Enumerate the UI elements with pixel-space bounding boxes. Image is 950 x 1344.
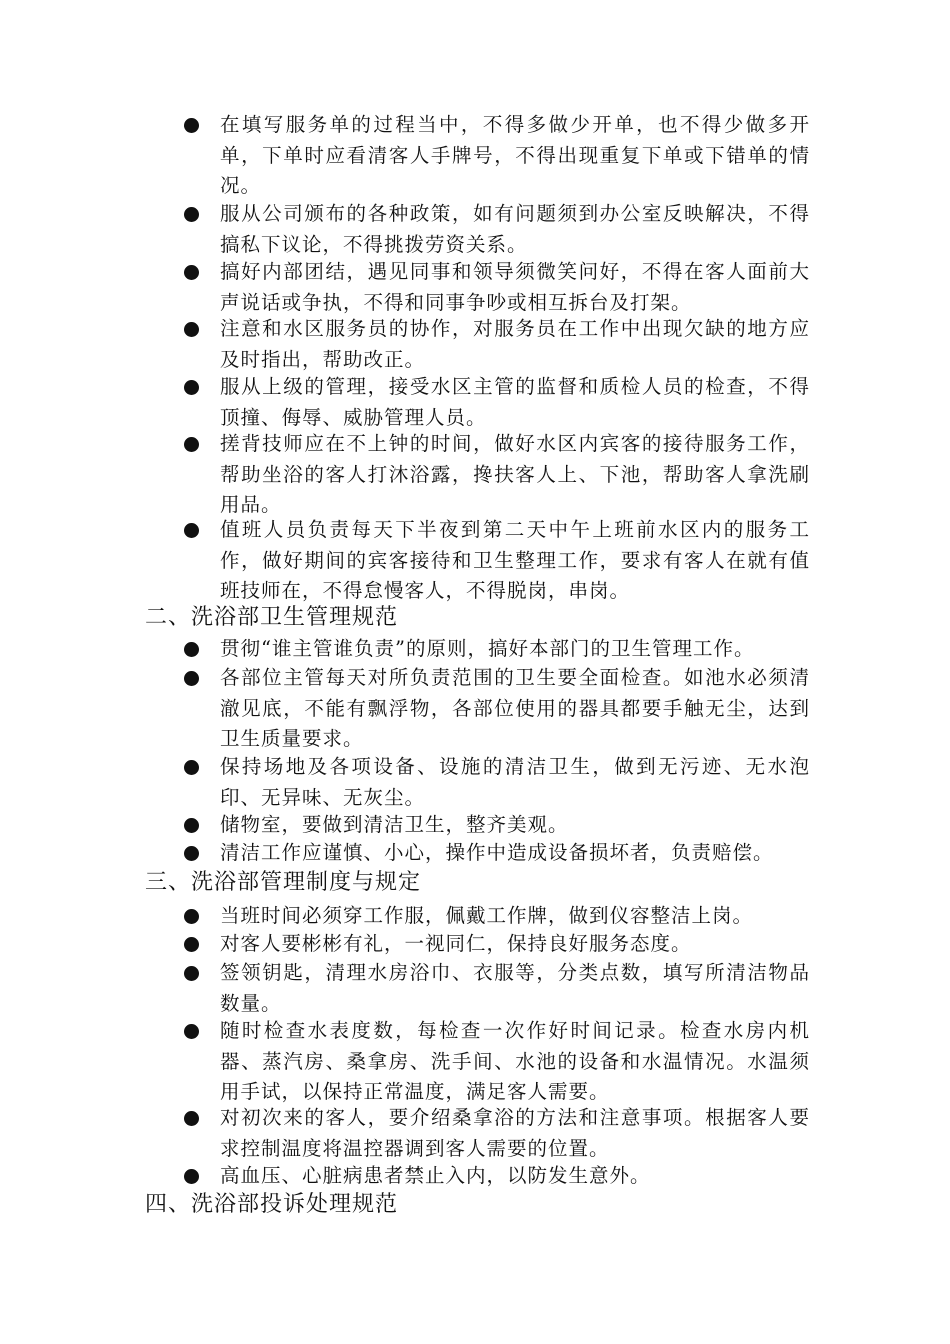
bullet-icon <box>184 642 199 657</box>
list-item-text: 在填写服务单的过程当中，不得多做少开单，也不得少做多开单，下单时应看清客人手牌号，不得出现重复下单或下错单的情况。 <box>220 113 810 197</box>
list-item-text: 注意和水区服务员的协作，对服务员在工作中出现欠缺的地方应及时指出，帮助改正。 <box>220 317 810 371</box>
bullet-icon <box>184 818 199 833</box>
list-item-text: 贯彻“谁主管谁负责”的原则，搞好本部门的卫生管理工作。 <box>220 637 755 660</box>
bullet-icon <box>184 1111 199 1126</box>
list-item-text: 随时检查水表度数，每检查一次作好时间记录。检查水房内机器、蒸汽房、桑拿房、洗手间、水池的设备和水温情况。水温须用手试，以保持正常温度，满足客人需要。 <box>220 1019 810 1103</box>
list-item <box>180 634 810 665</box>
list-item-text: 服从上级的管理，接受水区主管的监督和质检人员的检查，不得顶撞、侮辱、威胁管理人员。 <box>220 375 810 429</box>
bullet-icon <box>184 671 199 686</box>
list-item <box>180 110 810 202</box>
list-item <box>180 515 810 607</box>
bullet-icon <box>184 265 199 280</box>
list-item <box>180 1016 810 1108</box>
list-item <box>180 958 810 1019</box>
list-item-text: 签领钥匙，清理水房浴巾、衣服等，分类点数，填写所清洁物品数量。 <box>220 961 810 1015</box>
list-item <box>180 429 810 521</box>
list-item-text: 对客人要彬彬有礼，一视同仁，保持良好服务态度。 <box>220 932 692 955</box>
bullet-icon <box>184 118 199 133</box>
bullet-icon <box>184 437 199 452</box>
list-item <box>180 752 810 813</box>
list-item <box>180 838 810 869</box>
bullet-icon <box>184 909 199 924</box>
list-item <box>180 929 810 960</box>
bullet-icon <box>184 207 199 222</box>
list-item-text: 储物室，要做到清洁卫生，整齐美观。 <box>220 813 569 836</box>
bullet-icon <box>184 760 199 775</box>
list-item-text: 高血压、心脏病患者禁止入内，以防发生意外。 <box>220 1164 651 1187</box>
list-item <box>180 1103 810 1164</box>
list-item-text: 对初次来的客人，要介绍桑拿浴的方法和注意事项。根据客人要求控制温度将温控器调到客人需要的位置。 <box>220 1106 810 1160</box>
bullet-icon <box>184 1024 199 1039</box>
list-item <box>180 199 810 260</box>
list-item <box>180 1161 810 1192</box>
bullet-icon <box>184 523 199 538</box>
list-item-text: 当班时间必须穿工作服，佩戴工作牌，做到仪容整洁上岗。 <box>220 904 754 927</box>
list-item-text: 搞好内部团结，遇见同事和领导须微笑问好，不得在客人面前大声说话或争执，不得和同事争吵或相互拆台及打架。 <box>220 260 810 314</box>
section-heading: 二、洗浴部卫生管理规范 <box>145 605 399 630</box>
section-heading: 三、洗浴部管理制度与规定 <box>145 870 422 895</box>
list-item <box>180 663 810 755</box>
list-item <box>180 810 810 841</box>
list-item <box>180 257 810 318</box>
list-item <box>180 314 810 375</box>
list-item <box>180 372 810 433</box>
bullet-icon <box>184 937 199 952</box>
list-item-text: 搓背技师应在不上钟的时间，做好水区内宾客的接待服务工作，帮助坐浴的客人打沐浴露，搀扶客人上、下池，帮助客人拿洗刷用品。 <box>220 432 810 516</box>
bullet-icon <box>184 966 199 981</box>
list-item-text: 保持场地及各项设备、设施的清洁卫生，做到无污迹、无水泡印、无异味、无灰尘。 <box>220 755 810 809</box>
bullet-icon <box>184 1169 199 1184</box>
list-item-text: 清洁工作应谨慎、小心，操作中造成设备损坏者，负责赔偿。 <box>220 841 774 864</box>
list-item-text: 值班人员负责每天下半夜到第二天中午上班前水区内的服务工作，做好期间的宾客接待和卫生整理工作，要求有客人在就有值班技师在，不得怠慢客人，不得脱岗，串岗。 <box>220 518 810 602</box>
list-item-text: 各部位主管每天对所负责范围的卫生要全面检查。如池水必须清澈见底，不能有飘浮物，各部位使用的器具都要手触无尘，达到卫生质量要求。 <box>220 666 810 750</box>
list-item-text: 服从公司颁布的各种政策，如有问题须到办公室反映解决，不得搞私下议论，不得挑拨劳资关系。 <box>220 202 810 256</box>
list-item <box>180 901 810 932</box>
bullet-icon <box>184 846 199 861</box>
bullet-icon <box>184 322 199 337</box>
bullet-icon <box>184 380 199 395</box>
section-heading: 四、洗浴部投诉处理规范 <box>145 1192 399 1217</box>
